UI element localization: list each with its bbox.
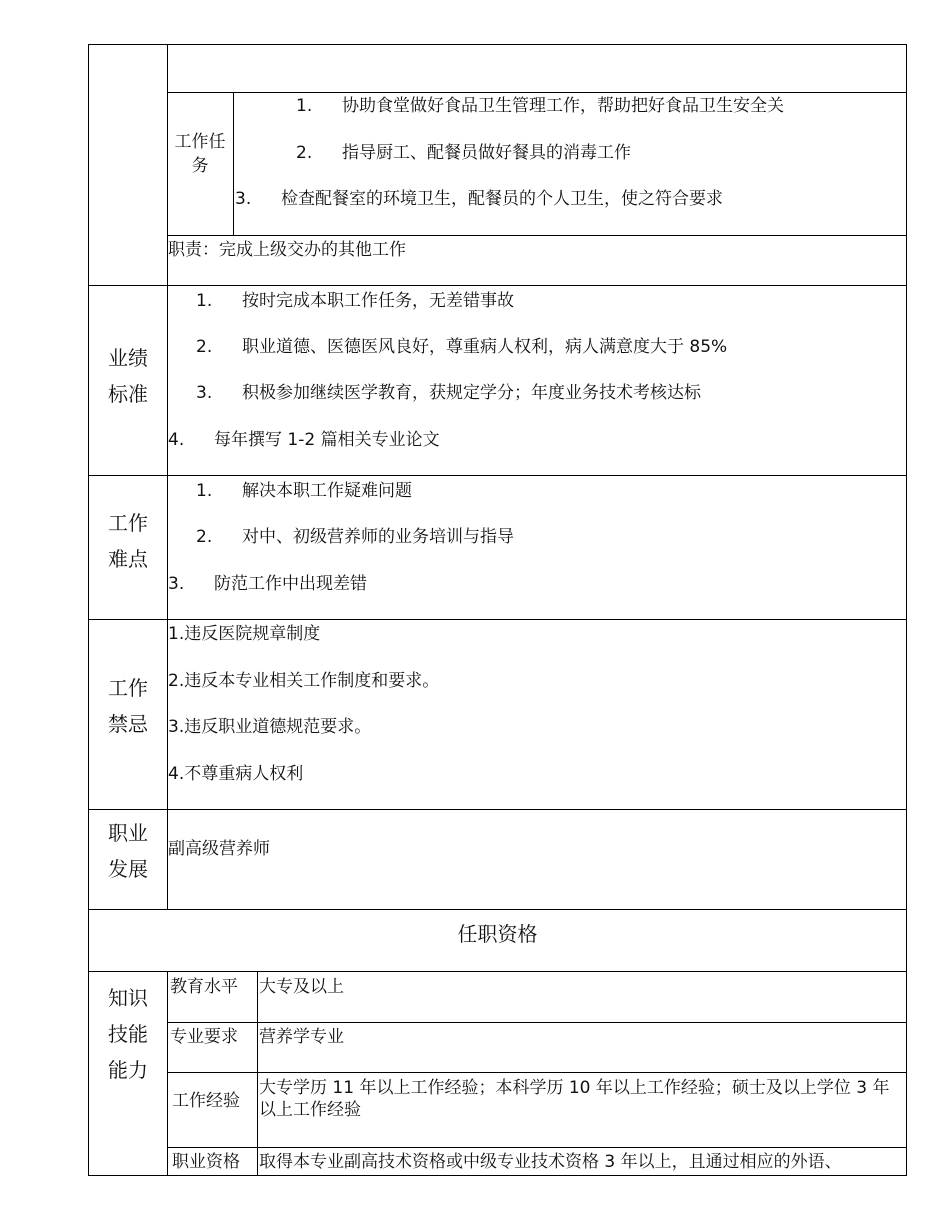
performance-item-1-number: 1. <box>196 291 213 311</box>
difficulty-item-1-text: 解决本职工作疑难问题 <box>242 481 412 501</box>
duties-top-divider <box>167 92 907 93</box>
development-section-divider <box>88 809 907 810</box>
qualification-row-divider-2 <box>167 1072 907 1073</box>
duty-item-2-text: 指导厨工、配餐员做好餐具的消毒工作 <box>342 143 631 163</box>
qualification-value-experience: 大专学历 11 年以上工作经验；本科学历 10 年以上工作经验；硕士及以上学位 3 年以上工作经验 <box>259 1078 890 1120</box>
performance-item-3-number: 3. <box>196 383 213 403</box>
difficulty-item-3-text: 防范工作中出现差错 <box>214 574 367 594</box>
difficulty-section-divider <box>88 475 907 476</box>
duty-item-2 <box>296 143 631 163</box>
difficulty-item-1 <box>196 481 412 501</box>
qualification-rows-divider <box>88 971 907 972</box>
qualification-row-divider-1 <box>167 1022 907 1023</box>
difficulty-item-3 <box>168 574 367 594</box>
performance-item-1-text: 按时完成本职工作任务，无差错事故 <box>242 291 514 311</box>
border-right <box>906 44 907 1176</box>
duties-responsibility-divider <box>167 235 907 236</box>
performance-item-4-number: 4. <box>168 430 185 450</box>
border-bottom <box>88 1175 907 1176</box>
performance-item-2 <box>196 337 727 357</box>
difficulty-item-2-text: 对中、初级营养师的业务培训与指导 <box>242 527 514 547</box>
performance-label: 业绩 标准 <box>108 346 148 406</box>
duty-item-1-text: 协助食堂做好食品卫生管理工作，帮助把好食品卫生安全关 <box>342 96 784 116</box>
taboo-item-1: 1.违反医院规章制度 <box>168 624 321 644</box>
qualification-key-divider <box>257 972 258 1176</box>
qualification-value-major: 营养学专业 <box>259 1027 344 1047</box>
qualification-key-major: 专业要求 <box>170 1027 238 1047</box>
duty-item-3 <box>235 189 723 209</box>
performance-item-3-text: 积极参加继续医学教育，获规定学分；年度业务技术考核达标 <box>242 383 701 403</box>
responsibility-text: 职责：完成上级交办的其他工作 <box>168 240 406 260</box>
performance-item-2-number: 2. <box>196 337 213 357</box>
qualification-value-education: 大专及以上 <box>259 977 344 997</box>
taboo-label: 工作 禁忌 <box>108 676 148 736</box>
difficulty-item-3-number: 3. <box>168 574 185 594</box>
development-label: 职业 发展 <box>108 821 148 881</box>
duty-item-2-number: 2. <box>296 143 313 163</box>
duty-item-1-number: 1. <box>296 96 313 116</box>
performance-item-4 <box>168 430 440 450</box>
development-text: 副高级营养师 <box>168 839 270 859</box>
qualification-row-divider-3 <box>167 1147 907 1148</box>
performance-item-3 <box>196 383 701 403</box>
performance-item-4-text: 每年撰写 1-2 篇相关专业论文 <box>214 430 440 450</box>
taboo-section-divider <box>88 619 907 620</box>
difficulty-item-2 <box>196 527 514 547</box>
qualification-key-education: 教育水平 <box>170 977 238 997</box>
difficulty-item-2-number: 2. <box>196 527 213 547</box>
qualification-key-certification: 职业资格 <box>172 1152 240 1172</box>
taboo-item-3: 3.违反职业道德规范要求。 <box>168 717 372 737</box>
performance-item-2-text: 职业道德、医德医风良好，尊重病人权利，病人满意度大于 85% <box>242 337 728 357</box>
difficulty-item-1-number: 1. <box>196 481 213 501</box>
border-top <box>88 44 907 45</box>
taboo-item-2: 2.违反本专业相关工作制度和要求。 <box>168 671 440 691</box>
qualification-title: 任职资格 <box>457 922 538 946</box>
performance-item-1 <box>196 291 514 311</box>
qualification-title-divider <box>88 909 907 910</box>
difficulty-label: 工作 难点 <box>108 511 148 571</box>
duty-item-3-text: 检查配餐室的环境卫生，配餐员的个人卫生，使之符合要求 <box>281 189 723 209</box>
label-column-divider-lower <box>167 972 168 1176</box>
task-label: 工作任 务 <box>174 132 226 176</box>
taboo-item-4: 4.不尊重病人权利 <box>168 764 304 784</box>
qualification-value-certification: 取得本专业副高技术资格或中级专业技术资格 3 年以上，且通过相应的外语、 <box>259 1152 842 1172</box>
duty-item-3-number: 3. <box>235 189 252 209</box>
duty-item-1 <box>296 96 784 116</box>
task-label-divider <box>233 92 234 236</box>
performance-section-divider <box>88 285 907 286</box>
qualification-key-experience: 工作经验 <box>172 1091 240 1111</box>
qualification-label: 知识 技能 能力 <box>108 986 148 1082</box>
